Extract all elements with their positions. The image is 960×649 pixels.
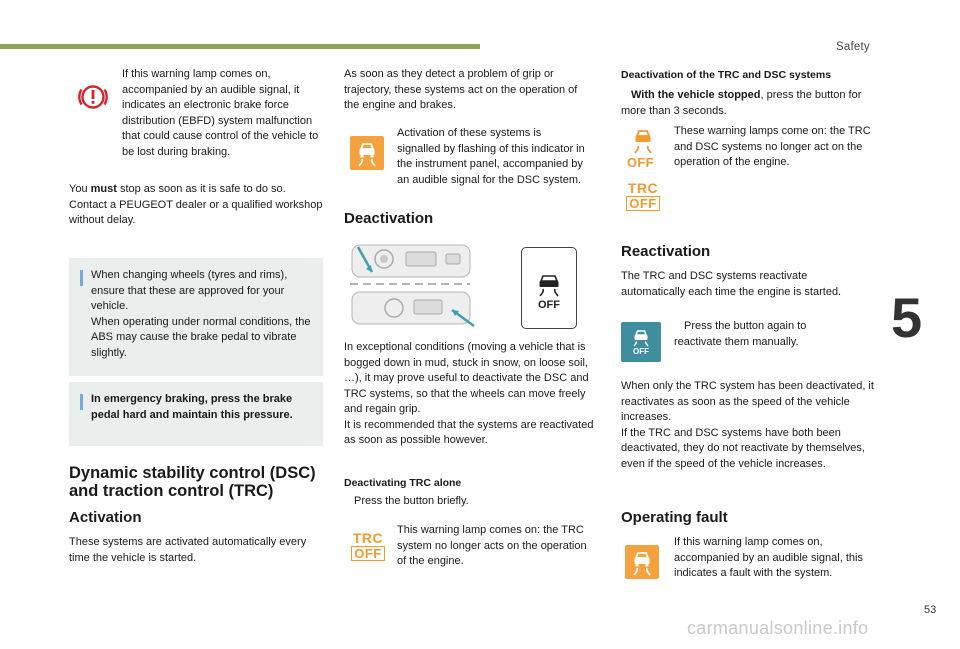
activation-text: These systems are activated automatically every time the vehicle is started. [69,536,307,564]
skid-car-icon [522,248,576,328]
teal-off-label: OFF [633,347,649,356]
both-lamps-text: These warning lamps come on: the TRC and DSC systems no longer act on the operation of the engine. [674,125,871,168]
bullet-vehicle-stopped: With the vehicle stopped, press the button for more than 3 seconds. [621,89,862,117]
brake-warning-icon [76,80,110,114]
trc-off-icon: TRC OFF [627,180,659,211]
heading-operating-fault: Operating fault [621,509,728,526]
ebfd-warning-text: If this warning lamp comes on, accompanied by an audible signal, it indicates an electronic brake force distribution (EBFD) system malfunction that could cause control of the vehicle to be lost during braking. [122,68,319,158]
note-box-emergency [69,382,323,446]
chapter-number: 5 [891,286,923,349]
note-abs-text: When operating under normal conditions, the ABS may cause the brake pedal to vibrate slightly. [91,315,311,359]
button-off-label: OFF [538,299,560,311]
dashboard-illustration [342,240,477,330]
dsc-skid-icon [350,136,384,170]
subheading-deactivate-both: Deactivation of the TRC and DSC systems [621,69,832,81]
dsc-off-button[interactable] [521,247,577,329]
watermark: carmanualsonline.info [687,618,869,638]
dsc-fault-icon [625,545,659,579]
reactivate-auto-text: The TRC and DSC systems reactivate automatically each time the engine is started. [621,270,842,298]
bullet-press-again: Press the button again to reactivate them manually. [674,320,807,348]
fault-text: If this warning lamp comes on, accompanied by an audible signal, this indicates a fault with the system. [674,536,863,579]
info-marker-icon [80,394,83,410]
subheading-trc-alone: Deactivating TRC alone [344,477,462,489]
flash-indicator-text: Activation of these systems is signalled by flashing of this indicator in the instrument panel, accompanied by an audible signal for the DSC system. [397,127,585,186]
exceptional-conditions-text: In exceptional conditions (moving a vehicle that is bogged down in mud, stuck in snow, on loose soil, …), it may prove useful to deactivate the DSC and TRC systems, so that the wheels can move freely and regain grip. It is recommended that the systems are reactivated as soon as possible however. [344,341,594,446]
stop-instruction-text: You must stop as soon as it is safe to do so. Contact a PEUGEOT dealer or a qualified workshop without delay. [69,183,323,226]
trc-off-icon: TRC OFF [352,530,384,561]
dsc-off-label: OFF [627,155,654,170]
note-box-wheels [69,258,323,376]
dsc-off-button-icon [621,322,661,362]
page-number: 53 [924,604,937,616]
heading-reactivation: Reactivation [621,243,711,260]
note-wheels-text: When changing wheels (tyres and rims), ensure that these are approved for your vehicle. [91,269,288,312]
section-label: Safety [836,41,870,53]
note-emergency-text: In emergency braking, press the brake pedal hard and maintain this pressure. [91,393,293,421]
intro-text: As soon as they detect a problem of grip or trajectory, these systems act on the operation of the engine and brakes. [344,68,578,111]
heading-activation: Activation [69,509,142,526]
header-accent-bar [0,44,480,49]
reactivation-conditions-text: When only the TRC system has been deactivated, it reactivates as soon as the speed of the vehicle increases. If the TRC and DSC systems have both been deactivated, they do not reactivate by themselves, even if the speed of the vehicle increases. [621,380,874,470]
info-marker-icon [80,270,83,286]
trc-lamp-text: This warning lamp comes on: the TRC system no longer acts on the operation of the engine. [397,524,587,567]
heading-deactivation: Deactivation [344,210,434,227]
heading-dsc-trc: Dynamic stability control (DSC) and traction control (TRC) [69,464,316,500]
bullet-press-briefly: Press the button briefly. [354,495,469,507]
dsc-off-warning-icon [625,126,661,170]
